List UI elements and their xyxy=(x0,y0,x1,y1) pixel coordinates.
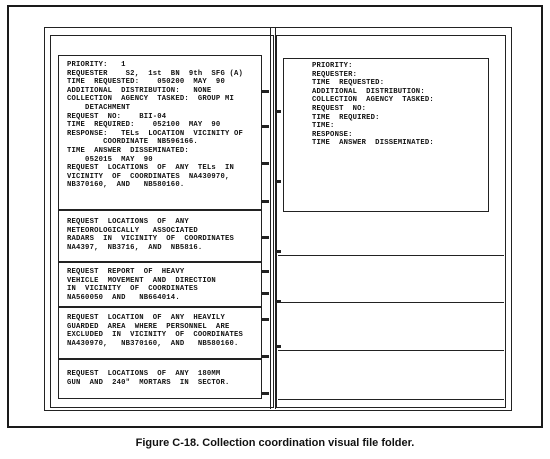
binder-tab xyxy=(262,355,269,358)
binder-tab xyxy=(276,180,281,183)
response-card-line: REQUEST NO: xyxy=(312,104,367,113)
binder-tab xyxy=(262,392,269,395)
request-card-4-line: REQUEST LOCATION OF ANY HEAVILY xyxy=(67,314,225,322)
response-card-line: TIME REQUESTED: xyxy=(312,79,385,88)
request-card-1-line: VICINITY OF COORDINATES NA430970, xyxy=(67,172,230,181)
response-card-line: ADDITIONAL DISTRIBUTION: xyxy=(312,87,425,96)
response-card xyxy=(283,58,489,212)
request-card-1-line: TIME REQUIRED: 052100 MAY 90 xyxy=(67,121,221,130)
binder-tab xyxy=(276,345,281,348)
request-card-5 xyxy=(58,359,262,399)
response-card-line: PRIORITY: xyxy=(312,62,353,70)
request-card-5-line: GUN AND 240" MORTARS IN SECTOR. xyxy=(67,378,230,387)
request-card-1-line: REQUEST LOCATIONS OF ANY TELs IN xyxy=(67,164,234,173)
request-card-1-line: NB370160, AND NB580160. xyxy=(67,181,185,190)
request-card-1-line: TIME REQUESTED: 050200 MAY 90 xyxy=(67,78,225,87)
request-card-3-line: REQUEST REPORT OF HEAVY xyxy=(67,268,185,276)
request-card-4-text xyxy=(67,314,243,348)
request-card-1-text xyxy=(67,61,243,190)
request-card-1-line: RESPONSE: TELs LOCATION VICINITY OF xyxy=(67,129,244,138)
request-card-3-line: NA560050 AND NB664014. xyxy=(67,293,180,302)
request-card-2-line: REQUEST LOCATIONS OF ANY xyxy=(67,218,189,226)
request-card-3-text xyxy=(67,268,216,302)
request-card-1-line: DETACHMENT xyxy=(67,103,131,112)
pocket-line xyxy=(278,350,504,351)
binder-tab xyxy=(262,292,269,295)
request-card-4 xyxy=(58,307,262,359)
request-card-1-line: PRIORITY: 1 xyxy=(67,61,126,69)
binder-tab xyxy=(262,162,269,165)
request-card-3-line: IN VICINITY OF COORDINATES xyxy=(67,285,198,294)
binder-tab xyxy=(262,200,269,203)
request-card-2-line: METEOROLOGICALLY ASSOCIATED xyxy=(67,226,198,235)
binder-tab xyxy=(262,90,269,93)
request-card-1-line: REQUEST NO: BII-04 xyxy=(67,112,167,121)
request-card-3 xyxy=(58,262,262,307)
request-card-1-line: 052015 MAY 90 xyxy=(67,155,153,164)
request-card-1-line: COLLECTION AGENCY TASKED: GROUP MI xyxy=(67,95,234,104)
response-card-line: COLLECTION AGENCY TASKED: xyxy=(312,96,434,105)
response-card-line: TIME: xyxy=(312,122,335,131)
request-card-1-line: ADDITIONAL DISTRIBUTION: NONE xyxy=(67,86,212,95)
request-card-4-line: NA430970, NB370160, AND NB580160. xyxy=(67,339,239,348)
request-card-1-line: TIME ANSWER DISSEMINATED: xyxy=(67,146,189,155)
pocket-line xyxy=(278,302,504,303)
request-card-2-line: NA4397, NB3716, AND NB5816. xyxy=(67,243,203,252)
request-card-2-text xyxy=(67,218,234,252)
response-card-line: TIME REQUIRED: xyxy=(312,113,380,122)
request-card-1 xyxy=(58,55,262,210)
figure-caption: Figure C-18. Collection coordination visual file folder. xyxy=(135,437,415,449)
folder-spine xyxy=(270,27,276,409)
response-card-text xyxy=(312,62,434,148)
response-card-line: TIME ANSWER DISSEMINATED: xyxy=(312,139,434,148)
request-card-4-line: GUARDED AREA WHERE PERSONNEL ARE xyxy=(67,322,230,331)
binder-tab xyxy=(276,300,281,303)
request-card-2 xyxy=(58,210,262,262)
response-card-line: REQUESTER: xyxy=(312,70,358,79)
response-card-line: RESPONSE: xyxy=(312,130,353,139)
request-card-3-line: VEHICLE MOVEMENT AND DIRECTION xyxy=(67,276,216,285)
binder-tab xyxy=(276,110,281,113)
request-card-2-line: RADARS IN VICINITY OF COORDINATES xyxy=(67,235,234,244)
binder-tab xyxy=(262,236,269,239)
binder-tab xyxy=(262,125,269,128)
request-card-5-line: REQUEST LOCATIONS OF ANY 180MM xyxy=(67,370,221,378)
request-card-4-line: EXCLUDED IN VICINITY OF COORDINATES xyxy=(67,331,244,340)
pocket-line xyxy=(278,399,504,400)
binder-tab xyxy=(262,318,269,321)
request-card-5-text xyxy=(67,370,229,387)
request-card-1-line: REQUESTER S2, 1st BN 9th SFG (A) xyxy=(67,69,244,78)
pocket-line xyxy=(278,255,504,256)
binder-tab xyxy=(276,250,281,253)
request-card-1-line: COORDINATE NB596166. xyxy=(67,138,198,147)
binder-tab xyxy=(262,270,269,273)
